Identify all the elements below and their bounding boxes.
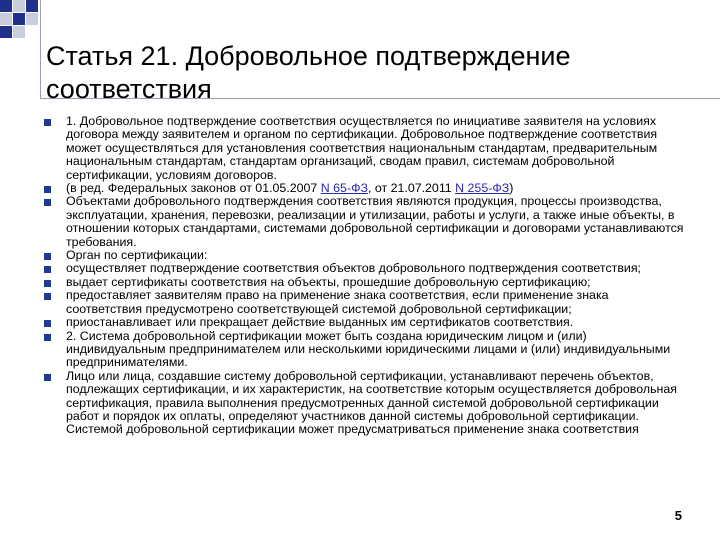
bullet-icon — [44, 374, 51, 381]
amendment-suffix: ) — [509, 181, 514, 196]
list-item — [44, 182, 684, 195]
list-item-text: Орган по сертификации: — [66, 248, 208, 263]
list-item-text: 2. Система добровольной сертификации может быть создана юридическим лицом и (или) индивидуальным предпринимателем или несколькими юридическими лицами и (или) индивидуальными предпринимателями. — [66, 328, 671, 370]
bullet-icon — [44, 253, 51, 260]
list-item-text: приостанавливает или прекращает действие выданных им сертификатов соответствия. — [66, 315, 574, 330]
list-item-text: 1. Добровольное подтверждение соответствия осуществляется по инициативе заявителя на условиях договора между заявителем и органом по сертификации. Добровольное подтверждение соответствия может осуществляться для установления соответствия национальным стандартам, предварительным национальным стандартам, стандартам организаций, сводам правил, системам добровольной сертификации, условиям договоров. — [66, 114, 658, 182]
bullet-list — [44, 115, 684, 437]
list-item — [44, 289, 684, 316]
bullet-icon — [44, 266, 51, 273]
amendment-text — [66, 182, 513, 195]
list-item — [44, 249, 684, 262]
vertical-rule — [40, 0, 41, 98]
page-number: 5 — [674, 508, 682, 523]
list-item — [44, 115, 684, 182]
bullet-icon — [44, 334, 51, 341]
bullet-icon — [44, 199, 51, 206]
amendment-prefix: (в ред. Федеральных законов от 01.05.2007 — [66, 181, 321, 196]
list-item — [44, 316, 684, 329]
list-item — [44, 276, 684, 289]
bullet-icon — [44, 320, 51, 327]
bullet-icon — [44, 293, 51, 300]
list-item-text: Лицо или лица, создавшие систему добровольной сертификации, устанавливают перечень объектов, подлежащих сертификации, и их характеристик, на соответствие которым осуществляется добровольная сертификация, правила выполнения предусмотренных данной системой добровольной сертификации работ и порядок их оплаты, определяют участников данной системы добровольной сертификации. Системой добровольной сертификации может предусматриваться применение знака соответствия — [66, 368, 677, 437]
amendment-middle: , от 21.07.2011 — [367, 181, 456, 196]
list-item — [44, 195, 684, 249]
page-title: Статья 21. Добровольное подтверждение соответствия — [46, 41, 571, 104]
list-item-text: выдает сертификаты соответствия на объекты, прошедшие добровольную сертификацию; — [66, 274, 591, 289]
list-item-text: Объектами добровольного подтверждения соответствия являются продукция, процессы производства, эксплуатации, хранения, перевозки, реализации и утилизации, работы и услуги, а также иные объекты, в отношении которых стандартами, системами добровольной сертификации и договорами устанавливаются требования. — [66, 194, 684, 249]
list-item — [44, 262, 684, 275]
bullet-icon — [44, 186, 51, 193]
list-item-text: предоставляет заявителям право на применение знака соответствия, если применение знака соответствия предусмотрено соответствующей системой добровольной сертификации; — [66, 288, 609, 316]
list-item — [44, 330, 684, 370]
bullet-icon — [44, 119, 51, 126]
law-link-65[interactable]: N 65-ФЗ — [320, 181, 368, 196]
list-item-text: осуществляет подтверждение соответствия объектов добровольного подтверждения соответствия; — [66, 261, 641, 276]
bullet-icon — [44, 280, 51, 287]
law-link-255[interactable]: N 255-ФЗ — [455, 181, 510, 196]
list-item — [44, 370, 684, 437]
